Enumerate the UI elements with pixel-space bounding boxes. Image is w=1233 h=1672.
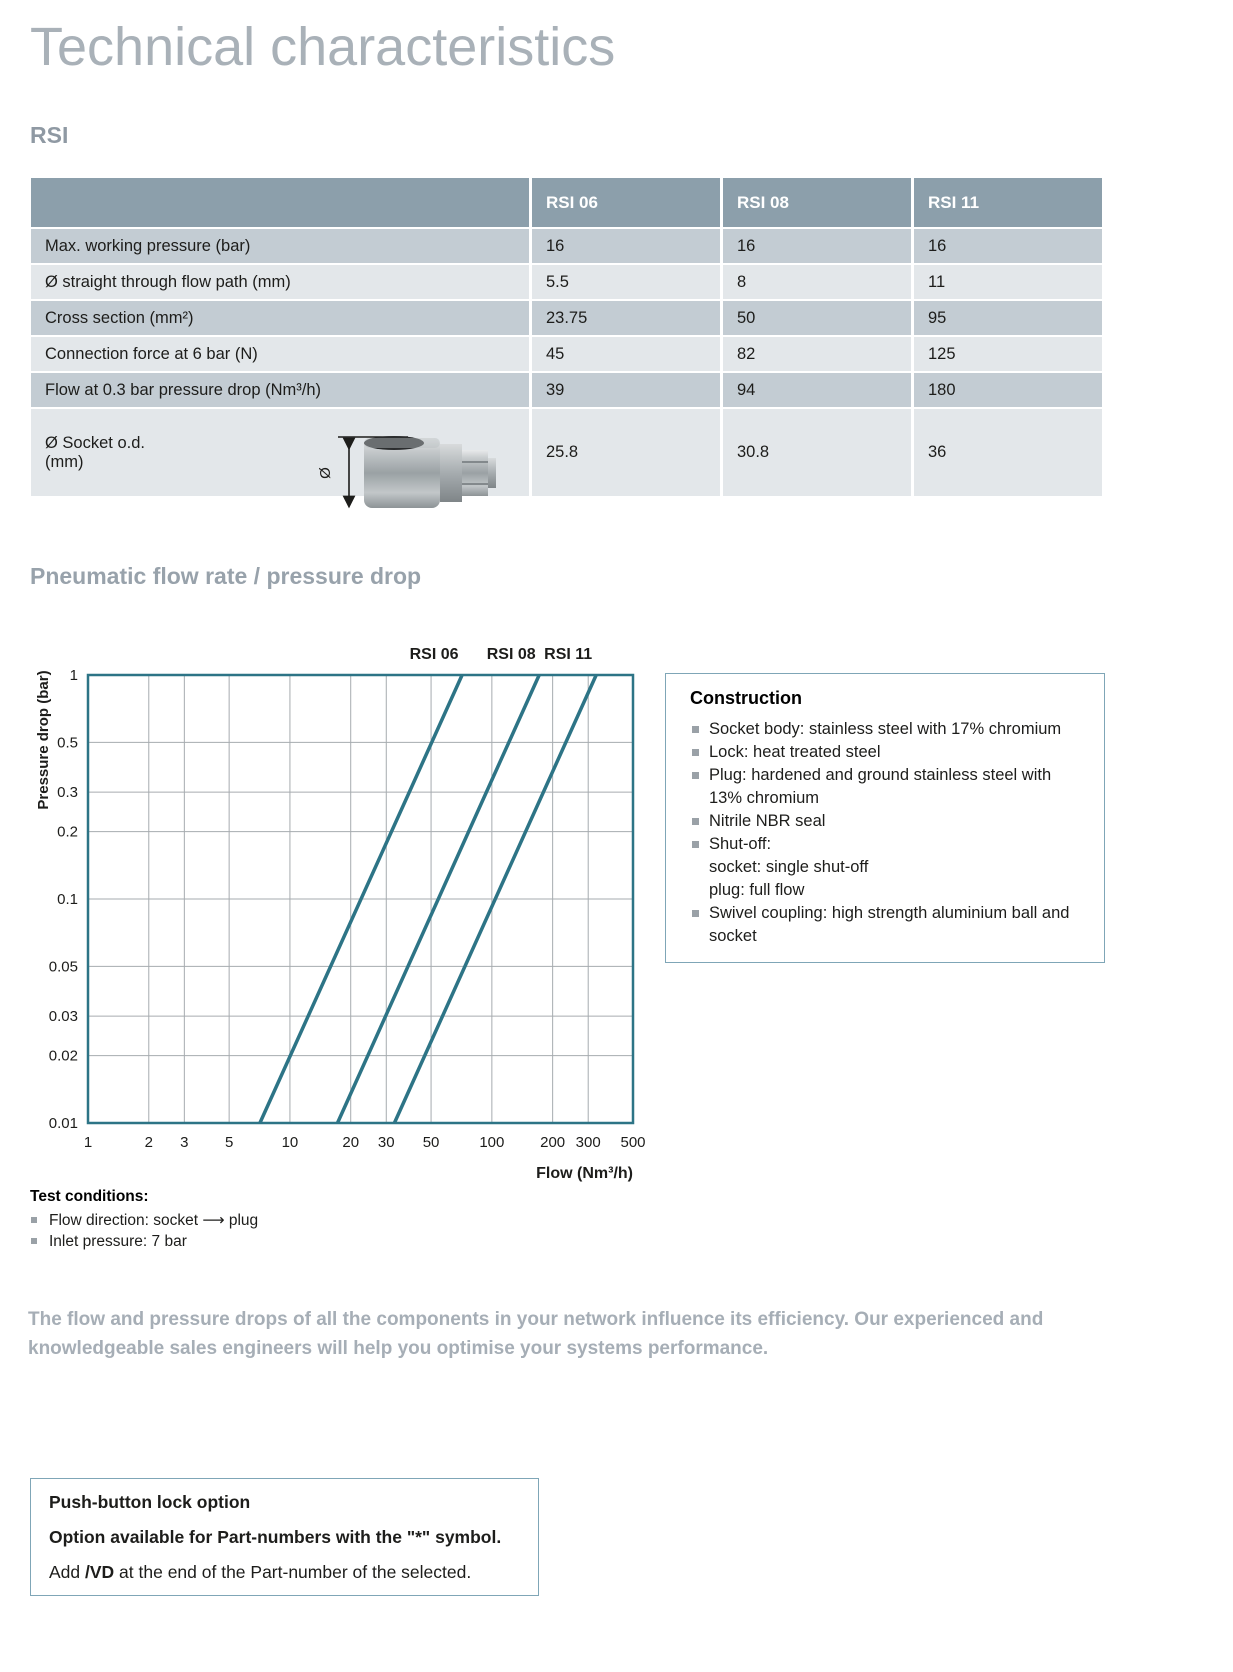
table-row xyxy=(31,337,1102,371)
test-condition-text: Inlet pressure: 7 bar xyxy=(49,1233,187,1250)
x-tick-label: 200 xyxy=(540,1134,566,1151)
spec-table xyxy=(28,176,1105,498)
x-tick-label: 50 xyxy=(422,1134,440,1151)
construction-list xyxy=(690,718,1086,948)
chart-section-heading: Pneumatic flow rate / pressure drop xyxy=(30,563,422,589)
construction-item xyxy=(690,764,1086,810)
table-cell: 50 xyxy=(723,301,911,335)
table-row xyxy=(31,409,1102,496)
spec-table-body xyxy=(31,229,1102,496)
construction-item-text: Socket body: stainless steel with 17% chromium xyxy=(709,720,1062,738)
legend-label-rsi-06: RSI 06 xyxy=(409,646,459,663)
y-tick-label: 0.1 xyxy=(57,891,78,908)
construction-subitem: plug: full flow xyxy=(709,881,805,899)
test-conditions xyxy=(30,1188,258,1252)
legend-label-rsi-11: RSI 11 xyxy=(544,646,593,663)
construction-subitem: socket: single shut-off xyxy=(709,858,869,876)
construction-item-text: Plug: hardened and ground stainless steel with 13% chromium xyxy=(709,766,1052,807)
table-cell: 8 xyxy=(723,265,911,299)
table-cell: 11 xyxy=(914,265,1102,299)
construction-item-text: Lock: heat treated steel xyxy=(709,743,881,761)
table-cell: 30.8 xyxy=(723,409,911,496)
socket-body xyxy=(364,436,496,508)
table-cell: 36 xyxy=(914,409,1102,496)
table-cell: 125 xyxy=(914,337,1102,371)
construction-item xyxy=(690,833,1086,856)
table-cell: 180 xyxy=(914,373,1102,407)
table-row xyxy=(31,301,1102,335)
test-conditions-title: Test conditions: xyxy=(30,1188,149,1205)
socket-image-holder xyxy=(316,411,501,519)
x-tick-label: 500 xyxy=(620,1134,646,1151)
option-line3-suffix: at the end of the Part-number of the selected. xyxy=(114,1562,472,1582)
square-bullet-icon xyxy=(692,749,699,756)
row-label: Connection force at 6 bar (N) xyxy=(31,337,529,371)
diameter-symbol: Ø xyxy=(317,467,334,479)
square-bullet-icon xyxy=(692,726,699,733)
test-condition-item xyxy=(30,1210,258,1231)
y-tick-label: 0.01 xyxy=(48,1115,78,1132)
test-condition-item xyxy=(30,1231,258,1252)
square-bullet-icon xyxy=(692,841,699,848)
square-bullet-icon xyxy=(31,1238,37,1244)
row-label: Flow at 0.3 bar pressure drop (Nm³/h) xyxy=(31,373,529,407)
column-header: RSI 11 xyxy=(914,178,1102,227)
y-tick-label: 0.2 xyxy=(57,823,78,841)
flow-pressure-chart xyxy=(28,630,650,1192)
y-tick-label: 0.03 xyxy=(48,1008,78,1026)
table-row xyxy=(31,265,1102,299)
x-tick-label: 2 xyxy=(144,1134,153,1151)
table-cell: 94 xyxy=(723,373,911,407)
option-box-line3 xyxy=(49,1562,520,1582)
x-tick-label: 100 xyxy=(479,1134,505,1151)
y-tick-label: 0.5 xyxy=(57,734,78,752)
construction-box xyxy=(665,673,1105,963)
table-cell: 39 xyxy=(532,373,720,407)
table-cell: 16 xyxy=(532,229,720,263)
table-cell: 82 xyxy=(723,337,911,371)
column-header: RSI 08 xyxy=(723,178,911,227)
y-tick-label: 0.3 xyxy=(57,784,78,802)
table-cell: 23.75 xyxy=(532,301,720,335)
x-tick-label: 1 xyxy=(83,1134,93,1151)
square-bullet-icon xyxy=(692,772,699,779)
square-bullet-icon xyxy=(692,818,699,825)
table-cell: 16 xyxy=(723,229,911,263)
y-axis-title: Pressure drop (bar) xyxy=(35,670,52,810)
construction-title: Construction xyxy=(690,688,802,708)
table-row xyxy=(31,373,1102,407)
table-cell: 95 xyxy=(914,301,1102,335)
construction-item-text: Shut-off: xyxy=(709,835,772,853)
chart-canvas xyxy=(28,630,650,1187)
construction-item xyxy=(690,902,1086,948)
table-row xyxy=(31,229,1102,263)
y-tick-label: 0.05 xyxy=(48,958,78,976)
table-corner-cell xyxy=(31,178,529,227)
x-tick-label: 5 xyxy=(224,1134,234,1151)
y-tick-label: 0.02 xyxy=(48,1047,78,1065)
square-bullet-icon xyxy=(31,1217,37,1223)
test-condition-text: Flow direction: socket ⟶ plug xyxy=(49,1212,259,1229)
spec-table-header-row xyxy=(31,178,1102,227)
square-bullet-icon xyxy=(692,910,699,917)
x-tick-label: 10 xyxy=(281,1134,299,1151)
row-label: Ø straight through flow path (mm) xyxy=(31,265,529,299)
construction-item-text: Nitrile NBR seal xyxy=(709,812,826,830)
x-axis-title: Flow (Nm³/h) xyxy=(536,1165,633,1182)
legend-label-rsi-08: RSI 08 xyxy=(486,646,536,663)
table-cell: 16 xyxy=(914,229,1102,263)
column-header: RSI 06 xyxy=(532,178,720,227)
construction-item-text: Swivel coupling: high strength aluminium ball and socket xyxy=(709,904,1070,945)
option-box-line2: Option available for Part-numbers with the "*" symbol. xyxy=(49,1527,502,1547)
option-box-title: Push-button lock option xyxy=(49,1492,251,1512)
construction-item xyxy=(690,741,1086,764)
push-button-lock-option-box xyxy=(30,1478,539,1596)
x-tick-label: 30 xyxy=(377,1134,395,1151)
x-tick-label: 20 xyxy=(342,1134,360,1151)
socket-photo xyxy=(316,430,501,514)
table-cell: 45 xyxy=(532,337,720,371)
x-tick-label: 3 xyxy=(180,1134,189,1151)
construction-item xyxy=(690,810,1086,833)
row-label: Cross section (mm²) xyxy=(31,301,529,335)
row-label: Ø Socket o.d. (mm) Ø xyxy=(31,409,529,496)
row-label: Max. working pressure (bar) xyxy=(31,229,529,263)
construction-item xyxy=(690,718,1086,741)
rsi-section-heading: RSI xyxy=(30,122,69,148)
page-title: Technical characteristics xyxy=(30,17,616,77)
y-tick-label: 1 xyxy=(69,667,78,684)
note-paragraph: The flow and pressure drops of all the components in your network influence its efficiency. Our experienced and knowledgeable sales engineers will help you optimise your systems performance. xyxy=(28,1309,1044,1359)
option-line3-prefix: Add xyxy=(49,1562,85,1582)
table-cell: 25.8 xyxy=(532,409,720,496)
table-cell: 5.5 xyxy=(532,265,720,299)
option-line3-code: /VD xyxy=(85,1562,115,1582)
test-conditions-list xyxy=(30,1210,258,1252)
x-tick-label: 300 xyxy=(575,1134,601,1151)
